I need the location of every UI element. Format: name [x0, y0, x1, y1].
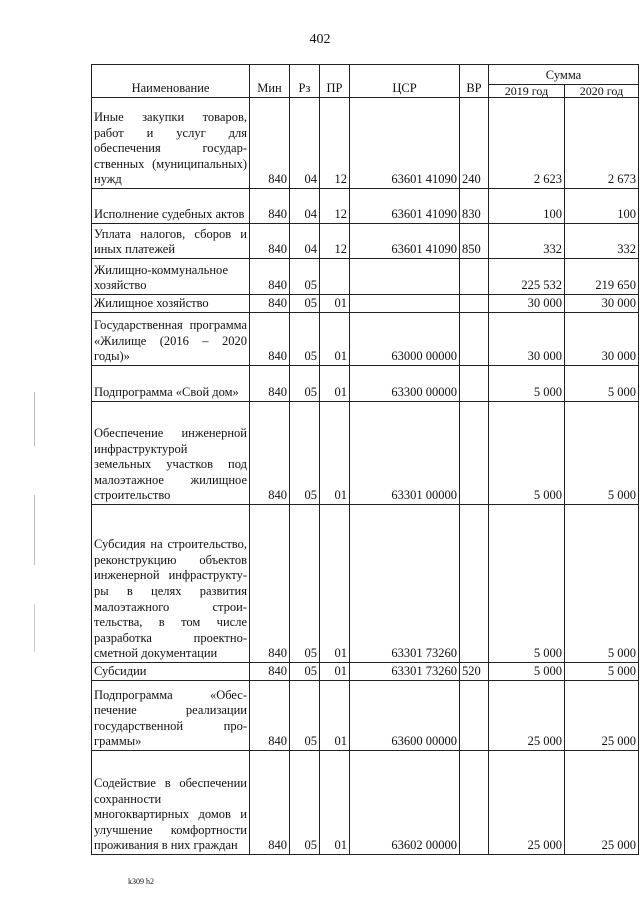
row-pr: 12	[320, 189, 350, 224]
row-name: Иные закупки товаров, работ и услуг для обеспечения государственных (муниципальных) нужд	[92, 98, 250, 189]
row-name: Подпрограмма «Обеспечение реализации государственной программы»	[92, 681, 250, 751]
table-row	[92, 402, 639, 505]
row-sum-2019: 25 000	[489, 681, 565, 751]
table-row	[92, 98, 639, 189]
row-csr: 63601 41090	[350, 189, 460, 224]
row-vr	[460, 313, 489, 366]
row-rz: 05	[290, 259, 320, 295]
row-name: Субсидии	[92, 663, 250, 681]
table-row	[92, 681, 639, 751]
row-min: 840	[250, 189, 290, 224]
row-pr: 12	[320, 224, 350, 259]
header-rz: Рз	[290, 65, 320, 98]
row-csr: 63600 00000	[350, 681, 460, 751]
row-sum-2020: 5 000	[565, 663, 639, 681]
table-row	[92, 505, 639, 663]
row-vr	[460, 681, 489, 751]
row-vr: 850	[460, 224, 489, 259]
row-rz: 05	[290, 663, 320, 681]
table-row	[92, 189, 639, 224]
row-name: Содействие в обеспечении сохранности многоквартирных домов и улучшение комфортности проживания в них граждан	[92, 751, 250, 855]
row-vr	[460, 402, 489, 505]
row-min: 840	[250, 505, 290, 663]
row-rz: 04	[290, 189, 320, 224]
row-vr	[460, 505, 489, 663]
row-vr	[460, 366, 489, 402]
row-sum-2019: 30 000	[489, 295, 565, 313]
row-min: 840	[250, 313, 290, 366]
row-rz: 05	[290, 295, 320, 313]
row-name: Уплата налогов, сборов и иных платежей	[92, 224, 250, 259]
table-row	[92, 751, 639, 855]
margin-scan-mark	[34, 392, 35, 446]
header-year-2020: 2020 год	[565, 85, 639, 98]
row-rz: 05	[290, 402, 320, 505]
row-min: 840	[250, 751, 290, 855]
row-min: 840	[250, 681, 290, 751]
row-rz: 04	[290, 98, 320, 189]
row-sum-2020: 332	[565, 224, 639, 259]
margin-scan-mark	[34, 604, 35, 652]
row-sum-2019: 5 000	[489, 505, 565, 663]
row-sum-2019: 30 000	[489, 313, 565, 366]
row-csr: 63301 73260	[350, 505, 460, 663]
row-name: Субсидия на строительство, реконструкцию объектов инженерной инфраструктуры в целях развития малоэтажного строительства, в том числе разработка проектносметной документации	[92, 505, 250, 663]
row-vr: 240	[460, 98, 489, 189]
row-sum-2019: 5 000	[489, 366, 565, 402]
row-pr: 12	[320, 98, 350, 189]
row-sum-2020: 219 650	[565, 259, 639, 295]
table-row	[92, 295, 639, 313]
footer-code: k309 h2	[128, 877, 154, 886]
header-vr: ВР	[460, 65, 489, 98]
table-header-row	[92, 65, 639, 85]
row-min: 840	[250, 295, 290, 313]
row-rz: 05	[290, 313, 320, 366]
row-sum-2020: 25 000	[565, 681, 639, 751]
row-sum-2020: 2 673	[565, 98, 639, 189]
table-row	[92, 313, 639, 366]
row-vr: 830	[460, 189, 489, 224]
row-pr: 01	[320, 751, 350, 855]
header-name: Наименование	[92, 65, 250, 98]
row-min: 840	[250, 224, 290, 259]
row-csr	[350, 295, 460, 313]
header-csr: ЦСР	[350, 65, 460, 98]
page-number: 402	[309, 32, 331, 47]
table-row	[92, 663, 639, 681]
row-sum-2019: 25 000	[489, 751, 565, 855]
table-row	[92, 366, 639, 402]
margin-scan-mark	[34, 495, 35, 565]
row-pr: 01	[320, 663, 350, 681]
row-min: 840	[250, 98, 290, 189]
row-sum-2019: 100	[489, 189, 565, 224]
row-csr: 63602 00000	[350, 751, 460, 855]
row-vr	[460, 259, 489, 295]
row-csr: 63301 73260	[350, 663, 460, 681]
row-sum-2019: 2 623	[489, 98, 565, 189]
table-row	[92, 224, 639, 259]
row-vr: 520	[460, 663, 489, 681]
row-sum-2020: 100	[565, 189, 639, 224]
row-csr	[350, 259, 460, 295]
row-csr: 63301 00000	[350, 402, 460, 505]
row-sum-2020: 5 000	[565, 402, 639, 505]
header-year-2019: 2019 год	[489, 85, 565, 98]
row-sum-2019: 5 000	[489, 402, 565, 505]
row-csr: 63601 41090	[350, 98, 460, 189]
row-name: Жилищно-коммунальное хозяйство	[92, 259, 250, 295]
row-min: 840	[250, 402, 290, 505]
row-csr: 63300 00000	[350, 366, 460, 402]
row-sum-2019: 225 532	[489, 259, 565, 295]
row-sum-2020: 25 000	[565, 751, 639, 855]
row-rz: 05	[290, 366, 320, 402]
row-name: Подпрограмма «Свой дом»	[92, 366, 250, 402]
row-name: Исполнение судебных актов	[92, 189, 250, 224]
row-pr: 01	[320, 313, 350, 366]
row-sum-2020: 30 000	[565, 313, 639, 366]
row-csr: 63000 00000	[350, 313, 460, 366]
row-pr	[320, 259, 350, 295]
row-pr: 01	[320, 295, 350, 313]
row-rz: 04	[290, 224, 320, 259]
row-pr: 01	[320, 505, 350, 663]
budget-table	[91, 64, 639, 855]
row-pr: 01	[320, 402, 350, 505]
row-pr: 01	[320, 366, 350, 402]
row-min: 840	[250, 366, 290, 402]
row-min: 840	[250, 259, 290, 295]
row-min: 840	[250, 663, 290, 681]
row-name: Обеспечение инженерной инфраструктурой земельных участков под малоэтажное жилищное строительство	[92, 402, 250, 505]
table-row	[92, 259, 639, 295]
row-vr	[460, 751, 489, 855]
row-rz: 05	[290, 751, 320, 855]
header-min: Мин	[250, 65, 290, 98]
row-sum-2020: 30 000	[565, 295, 639, 313]
row-sum-2019: 5 000	[489, 663, 565, 681]
row-name: Жилищное хозяйство	[92, 295, 250, 313]
row-rz: 05	[290, 505, 320, 663]
row-sum-2020: 5 000	[565, 366, 639, 402]
row-vr	[460, 295, 489, 313]
header-sum: Сумма	[489, 65, 639, 85]
header-pr: ПР	[320, 65, 350, 98]
row-pr: 01	[320, 681, 350, 751]
row-name: Государственная программа «Жилище (2016 – 2020 годы)»	[92, 313, 250, 366]
row-sum-2019: 332	[489, 224, 565, 259]
row-csr: 63601 41090	[350, 224, 460, 259]
row-rz: 05	[290, 681, 320, 751]
row-sum-2020: 5 000	[565, 505, 639, 663]
